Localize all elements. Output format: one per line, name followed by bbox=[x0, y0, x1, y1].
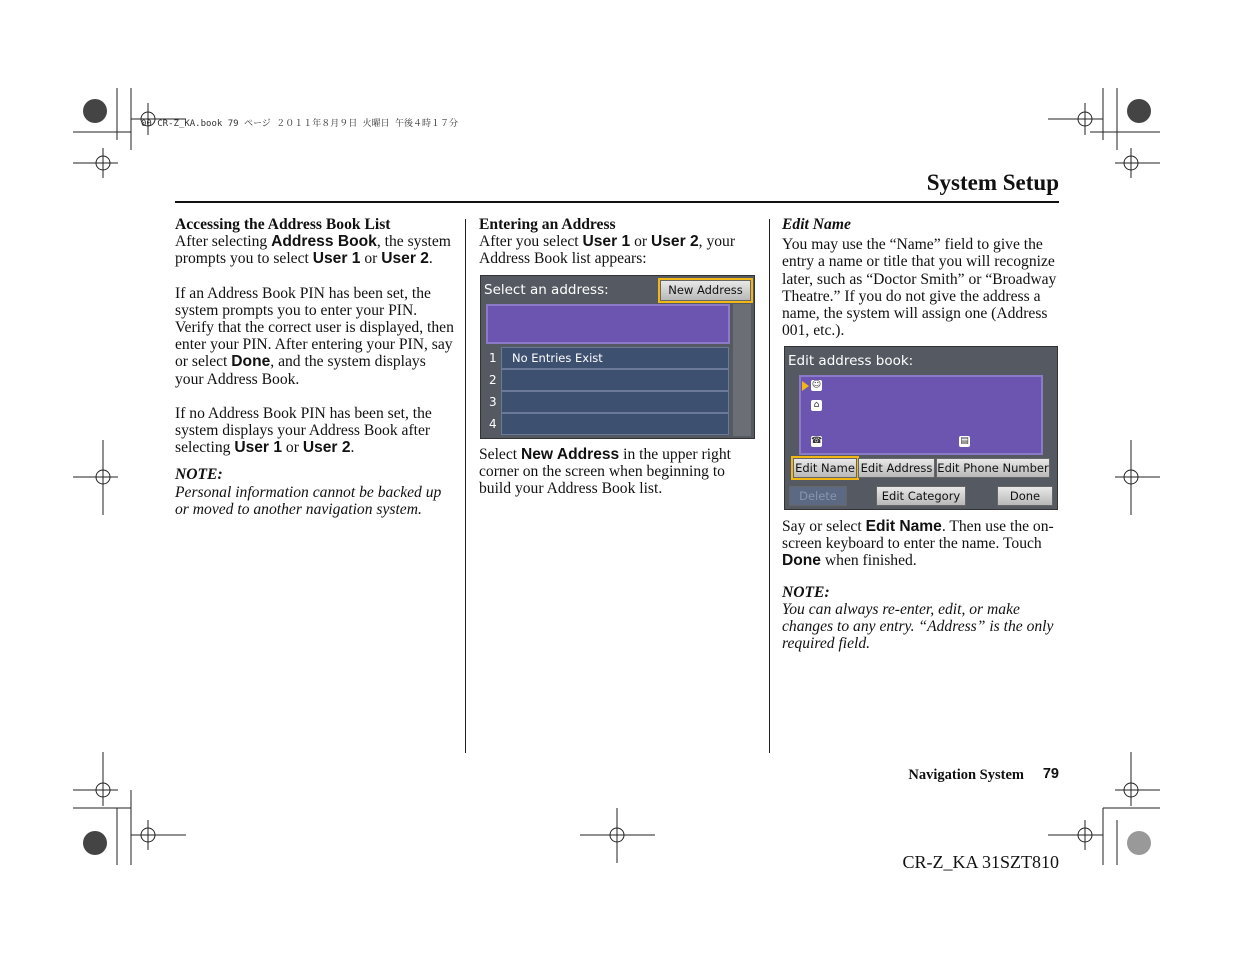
edit-name-button[interactable]: Edit Name bbox=[793, 458, 857, 478]
paragraph: After you select User 1 or User 2, your Address Book list appears: bbox=[479, 233, 736, 268]
new-address-button[interactable]: New Address bbox=[660, 280, 751, 301]
list-item[interactable] bbox=[501, 413, 729, 435]
screen-title: Edit address book: bbox=[788, 353, 914, 369]
note-label: NOTE: bbox=[175, 466, 223, 484]
done-button[interactable]: Done bbox=[997, 486, 1053, 506]
note-label: NOTE: bbox=[782, 583, 830, 601]
edit-category-button[interactable]: Edit Category bbox=[876, 486, 966, 506]
paragraph: Select New Address in the upper right corner on the screen when beginning to build your Address Book list. bbox=[479, 446, 731, 498]
category-icon: ▤ bbox=[960, 436, 969, 446]
select-address-screen bbox=[480, 275, 755, 439]
address-entry-field bbox=[486, 304, 730, 344]
note-text: Personal information cannot be backed up or moved to another navigation system. bbox=[175, 483, 442, 518]
paragraph: Say or select Edit Name. Then use the on-screen keyboard to enter the name. Touch Done when finished. bbox=[782, 518, 1054, 570]
column-2 bbox=[479, 216, 759, 268]
paragraph: You may use the “Name” field to give the entry a name or title that you will recognize later, such as “Doctor Smith” or “Broadway Theatre.” If you do not give the address a name, the system will assign one (Address 001, etc.). bbox=[782, 236, 1057, 340]
note-text: You can always re-enter, edit, or make changes to any entry. “Address” is the only required field. bbox=[782, 600, 1054, 653]
list-item[interactable] bbox=[501, 369, 729, 391]
heading: Accessing the Address Book List bbox=[175, 216, 391, 233]
edit-phone-number-button[interactable]: Edit Phone Number bbox=[936, 458, 1050, 478]
entry-detail-panel bbox=[799, 375, 1043, 455]
edit-address-button[interactable]: Edit Address bbox=[858, 458, 935, 478]
heading: Edit Name bbox=[782, 216, 851, 233]
column-3 bbox=[782, 216, 1062, 339]
column-3-lower bbox=[782, 518, 1062, 652]
column-divider bbox=[465, 219, 466, 753]
row-number: 2 bbox=[489, 373, 497, 387]
home-icon: ⌂ bbox=[811, 400, 822, 411]
phone-icon: ☎ bbox=[811, 436, 823, 446]
row-number: 1 bbox=[489, 351, 497, 365]
column-2-lower bbox=[479, 446, 759, 498]
row-number: 4 bbox=[489, 417, 497, 431]
footer-label: Navigation System bbox=[908, 767, 1024, 783]
list-item[interactable] bbox=[501, 391, 729, 413]
header-rule bbox=[175, 201, 1059, 203]
name-icon: ☺ bbox=[811, 380, 822, 390]
row-number: 3 bbox=[489, 395, 497, 409]
list-item[interactable]: No Entries Exist bbox=[501, 347, 729, 369]
screen-title: Select an address: bbox=[484, 282, 609, 298]
delete-button[interactable]: Delete bbox=[789, 486, 847, 506]
paragraph: If no Address Book PIN has been set, the system displays your Address Book after selecting User 1 or User 2. bbox=[175, 404, 432, 457]
paragraph: If an Address Book PIN has been set, the system prompts you to enter your PIN. Verify that the correct user is displayed, then enter your PIN. After entering your PIN, say or select Done, and the system displays your Address Book. bbox=[175, 284, 454, 388]
page-number: 79 bbox=[1042, 766, 1059, 782]
selection-arrow-icon bbox=[802, 381, 809, 391]
print-header: 00 CR-Z_KA.book 79 ページ ２０１１年８月９日 火曜日 午後４時１７分 bbox=[141, 119, 459, 129]
edit-address-book-screen bbox=[784, 346, 1058, 510]
paragraph: After selecting Address Book, the system prompts you to select User 1 or User 2. bbox=[175, 233, 451, 268]
scrollbar[interactable] bbox=[733, 304, 751, 436]
column-divider bbox=[769, 219, 770, 753]
column-1 bbox=[175, 216, 457, 518]
heading: Entering an Address bbox=[479, 216, 616, 233]
document-code: CR-Z_KA 31SZT810 bbox=[902, 852, 1059, 872]
section-title: System Setup bbox=[926, 170, 1059, 195]
